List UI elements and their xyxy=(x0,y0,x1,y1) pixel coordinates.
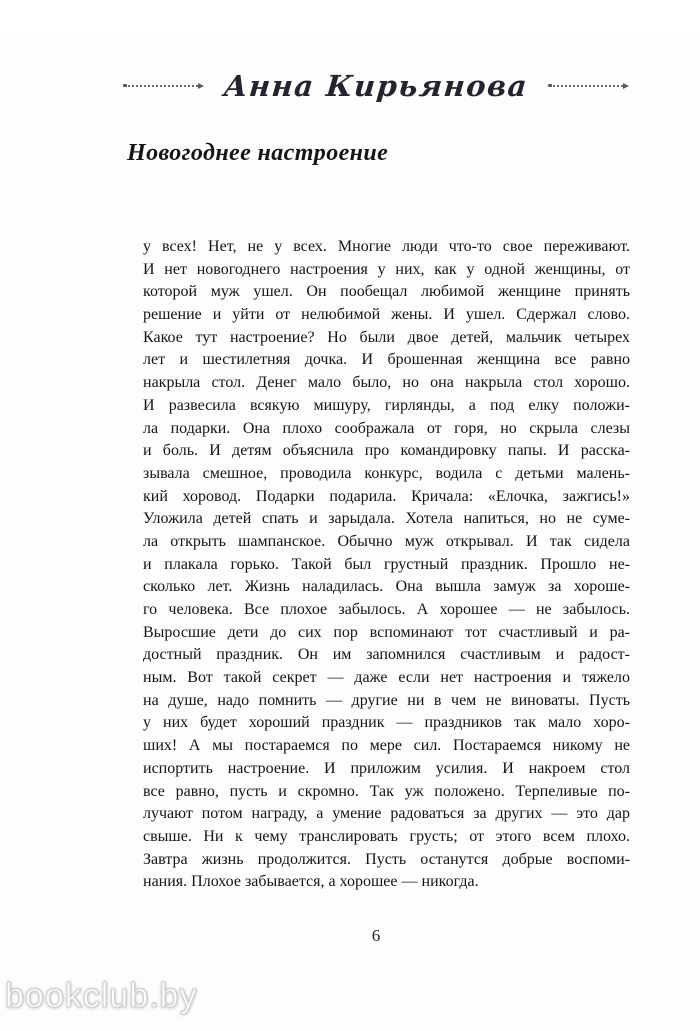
body-line: свыше. Ни к чему транслировать грусть; от этого всем плохо. xyxy=(143,827,630,845)
header-rule-left-icon xyxy=(125,85,202,87)
body-line: сколько лет. Жизнь наладилась. Она вышла замуж за хороше- xyxy=(143,578,630,596)
body-line: у всех! Нет, не у всех. Многие люди что-то свое переживают. xyxy=(143,238,630,255)
body-line: на душе, надо помнить — другие ни в чем не виноваты. Пусть xyxy=(143,691,630,709)
body-line: ным. Вот такой секрет — даже если нет настроения и тяжело xyxy=(143,669,630,687)
header-rule-right-icon xyxy=(550,85,627,87)
body-line: Завтра жизнь продолжится. Пусть останутся добрые воспоми- xyxy=(143,850,630,868)
body-text xyxy=(143,236,630,894)
body-line: ших! А мы постараемся по мере сил. Постараемся никому не xyxy=(143,737,630,755)
body-line: нания. Плохое забывается, а хорошее — никогда. xyxy=(143,873,479,891)
body-line: го человека. Все плохое забылось. А хорошее — не забылось. xyxy=(143,601,630,618)
body-line: кий хоровод. Подарки подарила. Кричала: «Елочка, зажгись!» xyxy=(143,487,630,505)
body-line: лет и шестилетняя дочка. И брошенная женщина все равно xyxy=(143,351,630,369)
body-line: накрыла стол. Денег мало было, но она накрыла стол хорошо. xyxy=(143,374,630,392)
body-line: у них будет хороший праздник — праздников так мало хоро- xyxy=(143,714,630,732)
body-line: которой муж ушел. Он пообещал любимой женщине принять xyxy=(143,283,630,301)
body-line: решение и уйти от нелюбимой жены. И ушел. Сдержал слово. xyxy=(143,306,630,324)
body-line: И нет новогоднего настроения у них, как у одной женщины, от xyxy=(143,260,630,278)
chapter-title: Новогоднее настроение xyxy=(127,140,389,166)
body-line: Какое тут настроение? Но были двое детей, мальчик четырех xyxy=(143,328,630,346)
running-header xyxy=(125,60,627,112)
body-line: ла открыть шампанское. Обычно муж открывал. И так сидела xyxy=(143,532,630,550)
body-line: зывала смешное, проводила конкурс, водила с детьми малень- xyxy=(143,464,630,482)
watermark: bookclub.by xyxy=(5,977,198,1015)
body-line: И развесила всякую мишуру, гирлянды, а под елку положи- xyxy=(143,396,630,414)
body-line: и боль. И детям объяснила про командировку папы. И расска- xyxy=(143,442,630,460)
body-line: все равно, пусть и скромно. Так уж положено. Терпеливые по- xyxy=(143,782,630,800)
body-line: Уложила детей спать и зарыдала. Хотела напиться, но не суме- xyxy=(143,510,630,528)
author-name: Анна Кирьянова xyxy=(222,69,530,103)
body-line: и плакала горько. Такой был грустный праздник. Прошло не- xyxy=(143,555,630,573)
body-line: испортить настроение. И приложим усилия. И накроем стол xyxy=(143,759,630,777)
body-line: ла подарки. Она плохо соображала от горя, но скрыла слезы xyxy=(143,419,630,437)
body-line: Выросшие дети до сих пор вспоминают тот счастливый и ра- xyxy=(143,623,630,641)
body-line: достный праздник. Он им запомнился счастливым и радост- xyxy=(143,646,630,664)
body-line: лучают потом награду, а умение радоваться за других — это дар xyxy=(143,805,630,823)
page-number: 6 xyxy=(371,926,381,945)
